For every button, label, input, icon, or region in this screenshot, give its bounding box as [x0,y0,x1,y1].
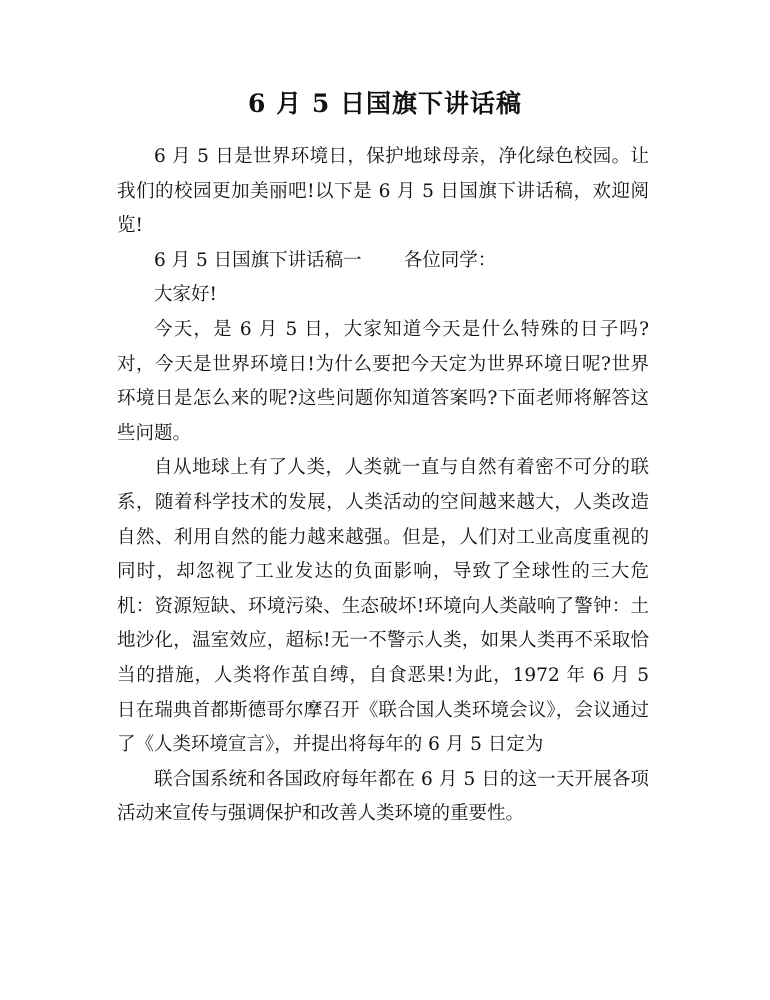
greeting-paragraph: 大家好! [154,284,217,306]
body-paragraph-1: 今天，是 6 月 5 日，大家知道今天是什么特殊的日子吗?对，今天是世界环境日!为什么要把今天定为世界环境日呢?世界环境日是怎么来的呢?这些问题你知道答案吗?下面老师将解答这些问题。 [117,318,649,444]
speech-heading-line [117,244,649,279]
speech-heading: 6 月 5 日国旗下讲话稿一 [154,249,362,271]
body-paragraph-2: 自从地球上有了人类，人类就一直与自然有着密不可分的联系，随着科学技术的发展，人类活动的空间越来越大，人类改造自然、利用自然的能力越来越强。但是，人们对工业高度重视的同时，却忽视了工业发达的负面影响，导致了全球性的三大危机：资源短缺、环境污染、生态破坏!环境向人类敲响了警钟：土地沙化，温室效应，超标!无一不警示人类，如果人类再不采取恰当的措施，人类将作茧自缚，自食恶果!为此，1972 年 6 月 5 日在瑞典首都斯德哥尔摩召开《联合国人类环境会议》，会议通过了《人类环境宣言》，并提出将每年的 6 月 5 日定为 [117,457,649,756]
intro-paragraph: 6 月 5 日是世界环境日，保护地球母亲，净化绿色校园。让我们的校园更加美丽吧!以下是 6 月 5 日国旗下讲话稿，欢迎阅览! [117,146,649,237]
document-title: 6 月 5 日国旗下讲话稿 [248,89,522,118]
document-body [117,140,649,832]
body-paragraph-3: 联合国系统和各国政府每年都在 6 月 5 日的这一天开展各项活动来宣传与强调保护和改善人类环境的重要性。 [117,768,649,825]
speech-greeting: 各位同学： [403,249,497,271]
